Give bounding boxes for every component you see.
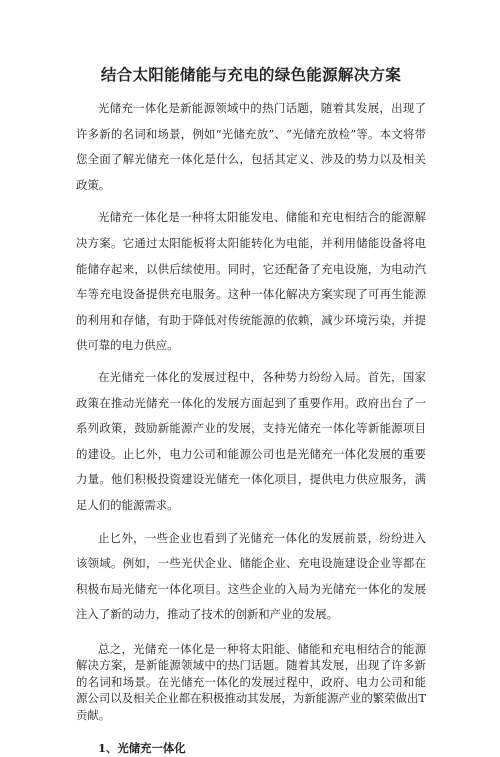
paragraph-forces: 在光储充一体化的发展过程中，各种势力纷纷入局。首先，国家政策在推动光储充一体化的发展方面起到了重要作用。政府出台了一系列政策，鼓励新能源产业的发展，支持光储充一体化等新能源项目的建设。止匕外，电力公司和能源公司也是光储充一体化发展的重要力量。他们积极投资建设光储充一体化项目，提供电力供应服务，满足人们的能源需求。 <box>76 369 426 512</box>
paragraph-summary: 总之，光储充一体化是一种将太阳能、储能和充电相结合的能源解决方案，是新能源领域中的热门话题。随着其发展，出现了许多新的名词和场景。在光储充一体化的发展过程中，政府、电力公司和能源公司以及相关企业都在积极推动其发展，为新能源产业的繁荣做出T贡献。 <box>76 641 426 722</box>
paragraph-intro: 光储充一体化是新能源领域中的热门话题，随着其发展，出现了许多新的名词和场景，例如“光储充放”、“光储充放检”等。本文将带您全面了解光储充一体化是什么，包括其定义、涉及的势力以及相关政策。 <box>76 101 426 192</box>
paragraph-enterprises: 止匕外，一些企业也看到了光储充一体化的发展前景，纷纷进入该领域。例如，一些光伏企业、储能企业、充电设施建设企业等都在积极布局光储充一体化项目。这些企业的入局为光储充一体化的发展注入了新的动力，推动了技术的创新和产业的发展。 <box>76 530 426 622</box>
document-title: 结合太阳能储能与充电的绿色能源解决方案 <box>100 65 402 84</box>
section-heading: 1、光储充一体化 <box>98 741 186 756</box>
paragraph-definition: 光储充一体化是一种将太阳能发电、储能和充电相结合的能源解决方案。它通过太阳能板将太阳能转化为电能，并利用储能设备将电能储存起来，以供后续使用。同时，它还配备了充电设施，为电动汽车等充电设备提供充电服务。这种一体化解决方案实现了可再生能源的利用和存储，有助于降低对传统能源的依赖，减少环境污染，并提供可靠的电力供应。 <box>76 210 426 353</box>
